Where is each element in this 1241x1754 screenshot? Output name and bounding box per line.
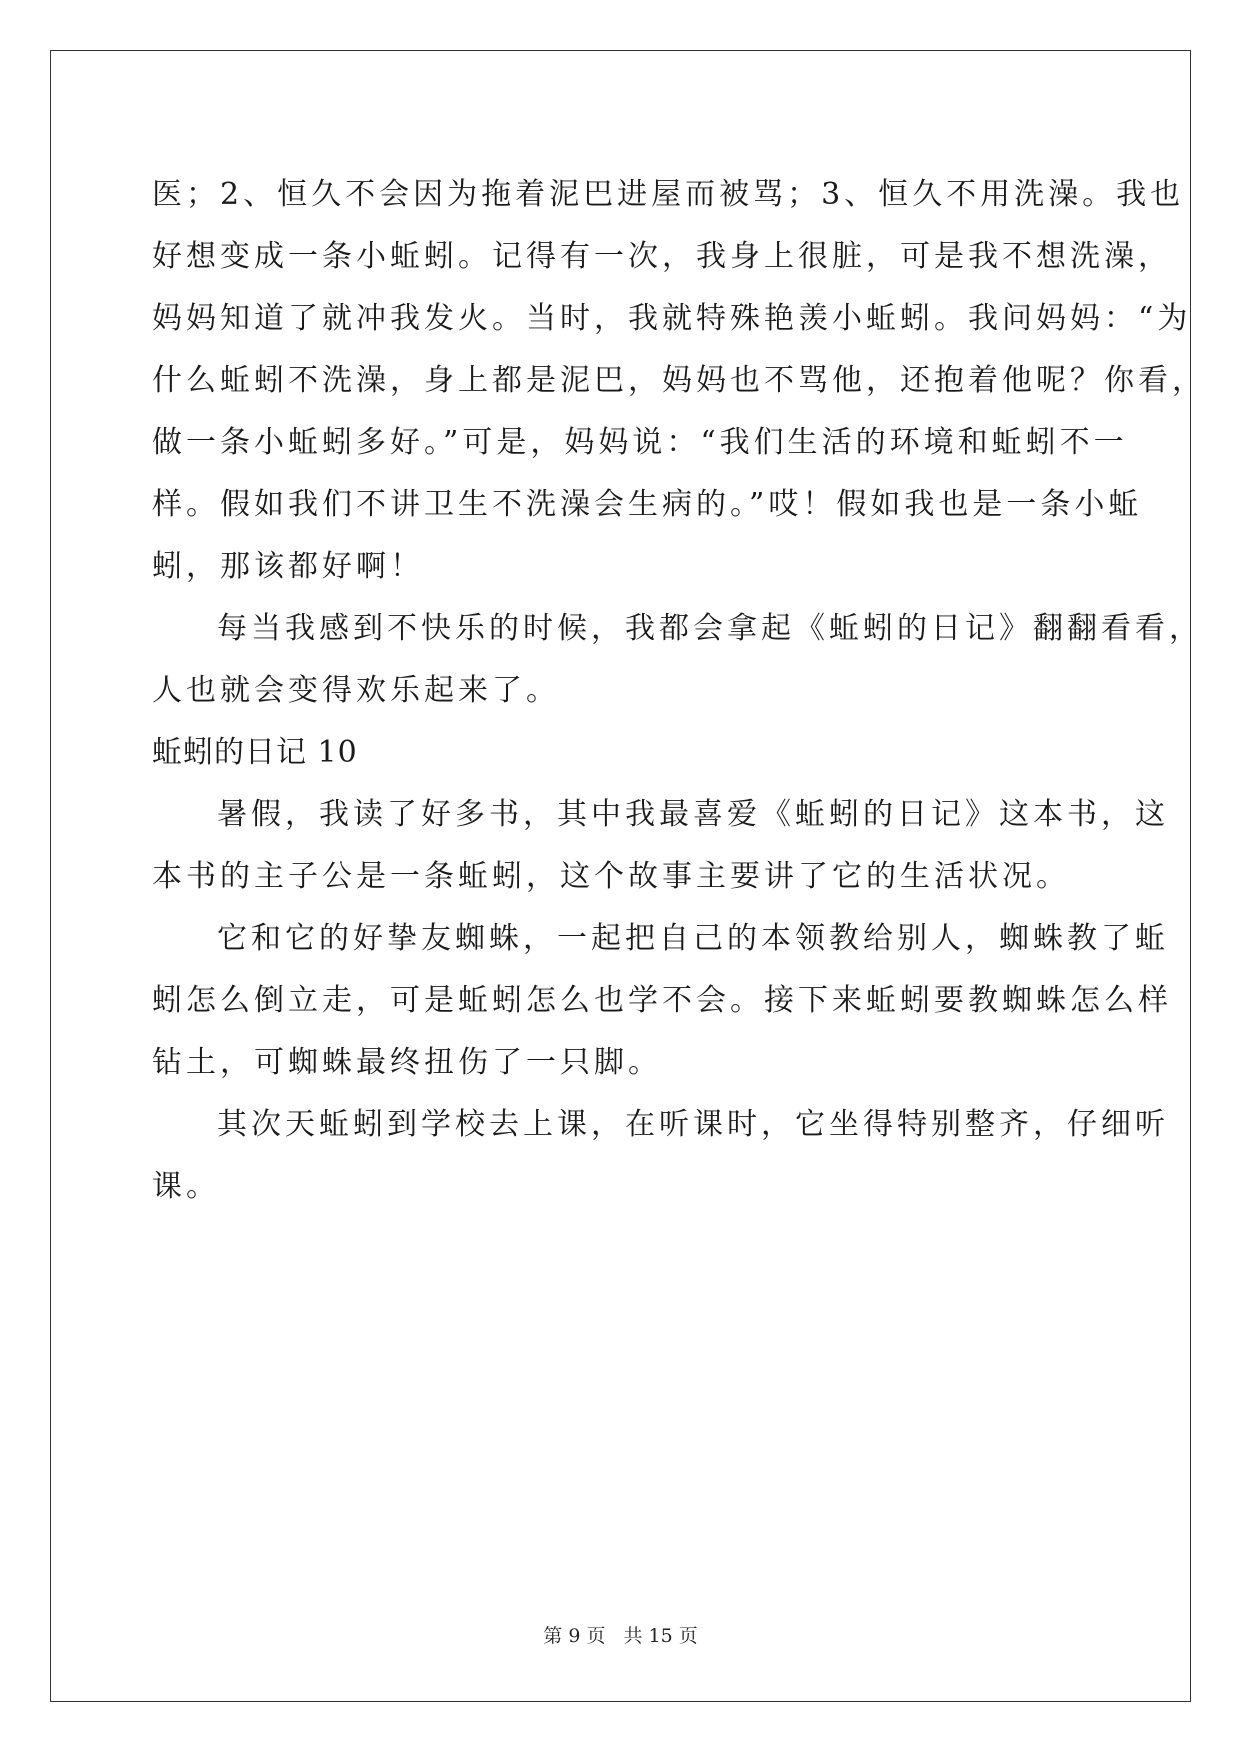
text-line: 人也就会变得欢乐起来了。 <box>152 673 560 708</box>
text-line: 蚓怎么倒立走，可是蚯蚓怎么也学不会。接下来蚯蚓要教蜘蛛怎么样 <box>152 983 1172 1018</box>
text-line: 做一条小蚯蚓多好。”可是，妈妈说：“我们生活的环境和蚯蚓不一 <box>152 425 1128 460</box>
text-line: 钻土，可蜘蛛最终扭伤了一只脚。 <box>152 1045 662 1080</box>
text-line: 妈妈知道了就冲我发火。当时，我就特殊艳羡小蚯蚓。我问妈妈：“为 <box>152 301 1192 336</box>
document-body <box>152 164 1206 1218</box>
text-line: 蚓，那该都好啊！ <box>152 549 424 584</box>
paragraph-start-line: 它和它的好挚友蜘蛛，一起把自己的本领教给别人，蜘蛛教了蚯 <box>217 921 1169 956</box>
paragraph-start-line: 其次天蚯蚓到学校去上课，在听课时，它坐得特别整齐，仔细听 <box>217 1107 1169 1142</box>
text-line: 好想变成一条小蚯蚓。记得有一次，我身上很脏，可是我不想洗澡， <box>152 239 1172 274</box>
text-line: 样。假如我们不讲卫生不洗澡会生病的。”哎！假如我也是一条小蚯 <box>152 487 1143 522</box>
page-footer <box>0 1621 1241 1648</box>
section-heading: 蚯蚓的日记 10 <box>152 735 358 770</box>
page-number: 第 9 页 <box>543 1625 606 1647</box>
text-line: 医；2、恒久不会因为拖着泥巴进屋而被骂；3、恒久不用洗澡。我也 <box>152 177 1185 212</box>
text-line: 本书的主子公是一条蚯蚓，这个故事主要讲了它的生活状况。 <box>152 859 1070 894</box>
text-line: 什么蚯蚓不洗澡，身上都是泥巴，妈妈也不骂他，还抱着他呢？你看， <box>152 363 1206 398</box>
text-line: 课。 <box>152 1169 220 1204</box>
page-total: 共 15 页 <box>623 1625 698 1647</box>
paragraph-start-line: 暑假，我读了好多书，其中我最喜爱《蚯蚓的日记》这本书，这 <box>217 797 1169 832</box>
paragraph-start-line: 每当我感到不快乐的时候，我都会拿起《蚯蚓的日记》翻翻看看， <box>217 611 1203 646</box>
